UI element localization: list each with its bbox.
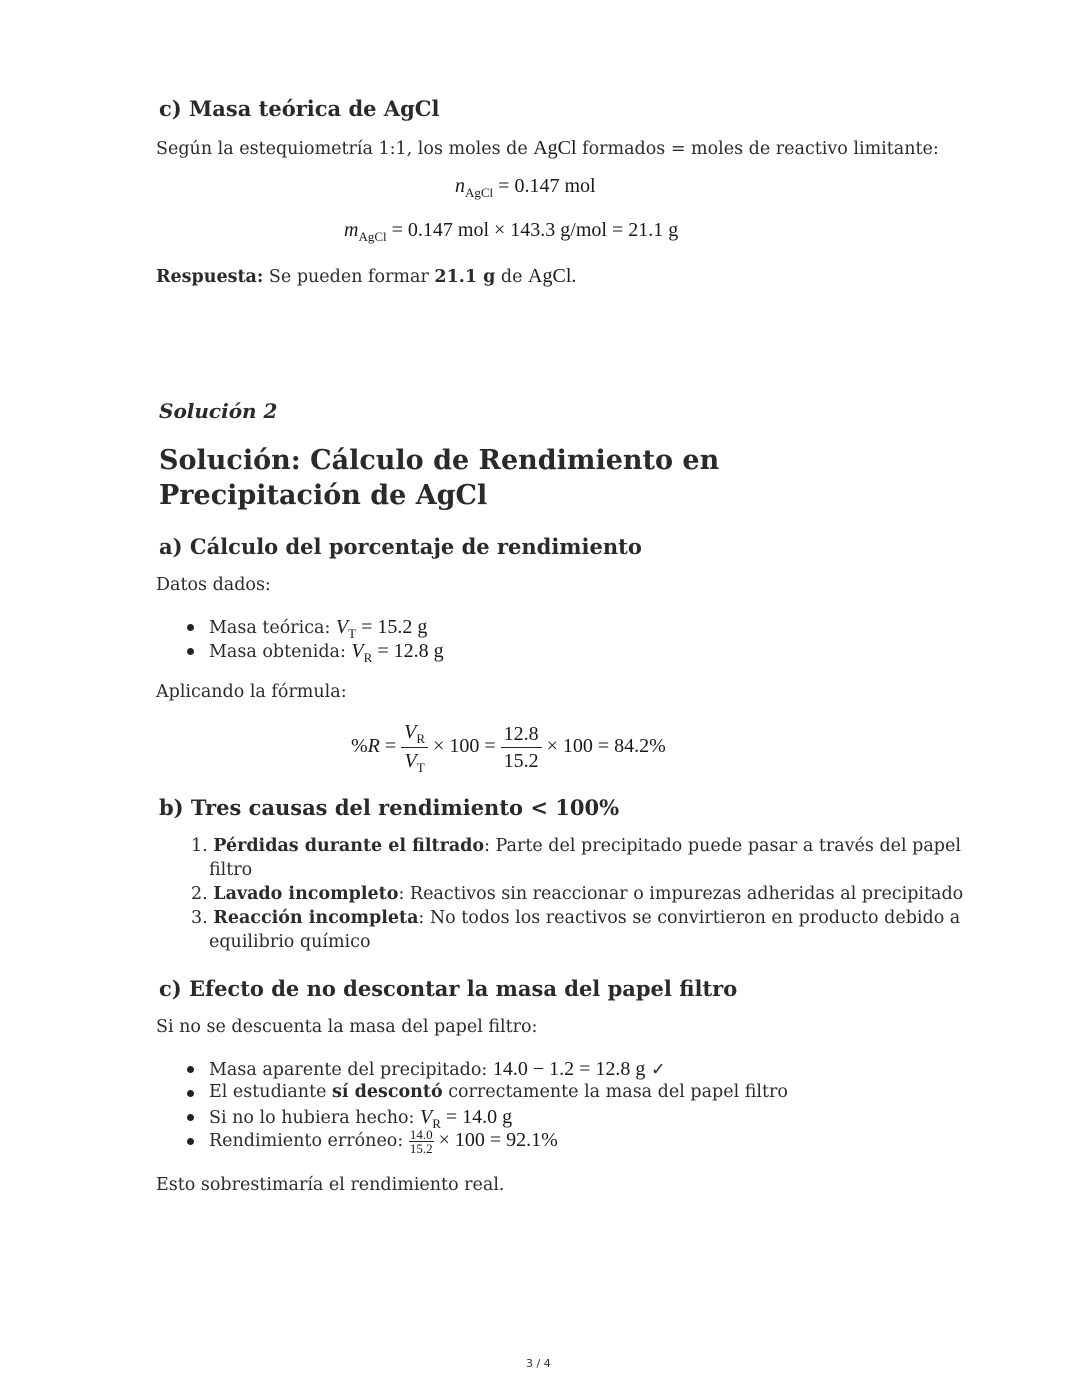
part-b-heading: b) Tres causas del rendimiento < 100% bbox=[159, 795, 620, 820]
eq2-rhs: = 0.147 mol × 143.3 g/mol = 21.1 g bbox=[386, 219, 679, 241]
cause-description: : Parte del precipitado puede pasar a través del papel bbox=[484, 836, 961, 856]
equation-mass-agcl bbox=[344, 219, 678, 242]
eq2-variable: m bbox=[344, 219, 359, 241]
formula-equals: = bbox=[379, 735, 402, 758]
fraction-numeric-denominator: 15.2 bbox=[503, 750, 539, 772]
section-c-heading: c) Masa teórica de AgCl bbox=[159, 96, 440, 121]
hypothetical-label: Si no lo hubiera hecho: bbox=[209, 1108, 420, 1128]
bullet-icon bbox=[187, 1138, 194, 1145]
erroneous-yield-label: Rendimiento erróneo: bbox=[209, 1131, 409, 1152]
hypothetical-variable: V bbox=[419, 1106, 433, 1128]
formula-percent: % bbox=[351, 735, 368, 758]
given-item-value: = 12.8 g bbox=[372, 640, 444, 662]
section-c-intro bbox=[156, 137, 939, 160]
student-text-post: correctamente la masa del papel filtro bbox=[442, 1082, 788, 1102]
cause-description: : Reactivos sin reaccionar o impurezas adheridas al precipitado bbox=[398, 884, 964, 904]
hypothetical-subscript: R bbox=[432, 1116, 441, 1131]
cause-item-continuation: filtro bbox=[209, 860, 253, 880]
intro-text-post: formados = moles de reactivo limitante: bbox=[576, 139, 939, 159]
eq1-rhs: = 0.147 mol bbox=[493, 175, 596, 197]
given-theoretical-mass bbox=[209, 616, 427, 639]
yield-formula bbox=[351, 720, 666, 775]
part-c-conclusion: Esto sobrestimaría el rendimiento real. bbox=[156, 1175, 505, 1195]
student-text-bold: sí descontó bbox=[332, 1082, 443, 1102]
part-a-heading: a) Cálculo del porcentaje de rendimiento bbox=[159, 534, 642, 559]
erroneous-yield-result: × 100 = 92.1% bbox=[433, 1129, 558, 1152]
solution-2-title: Solución: Cálculo de Rendimiento en Precipitación de AgCl bbox=[159, 445, 720, 511]
bullet-icon bbox=[187, 648, 194, 655]
given-item-label: Masa teórica: bbox=[209, 618, 336, 638]
erroneous-yield-item bbox=[209, 1128, 558, 1155]
cause-item bbox=[191, 908, 960, 928]
cause-description: : No todos los reactivos se convirtieron en producto debido a bbox=[418, 908, 961, 928]
answer-text-mid: de bbox=[495, 267, 529, 287]
fraction-numerator-variable: V bbox=[404, 721, 417, 743]
given-item-subscript: R bbox=[363, 650, 373, 665]
solution-2-label: Solución 2 bbox=[159, 399, 278, 423]
bullet-icon bbox=[187, 1114, 194, 1121]
formula-lhs-variable: R bbox=[367, 735, 380, 758]
cause-title: Lavado incompleto bbox=[213, 884, 399, 904]
student-discounted-item bbox=[209, 1082, 788, 1102]
part-a-given-label: Datos dados: bbox=[156, 575, 271, 595]
apparent-mass-label: Masa aparente del precipitado: bbox=[209, 1060, 493, 1080]
small-fraction-numerator: 14.0 bbox=[409, 1127, 433, 1142]
formula-result: × 100 = 84.2% bbox=[541, 735, 666, 758]
fraction-numeric-numerator: 12.8 bbox=[501, 722, 542, 748]
fraction-denominator-subscript: T bbox=[416, 760, 425, 775]
given-obtained-mass bbox=[209, 640, 444, 663]
page-number: 3 / 4 bbox=[526, 1357, 551, 1370]
intro-text-pre: Según la estequiometría 1:1, los moles de bbox=[156, 139, 534, 159]
given-item-variable: V bbox=[351, 640, 364, 662]
apparent-mass-equation: 14.0 − 1.2 = 12.8 g bbox=[492, 1058, 646, 1080]
eq2-subscript: AgCl bbox=[358, 229, 387, 244]
intro-chem-formula: AgCl bbox=[533, 137, 577, 159]
cause-number: 3. bbox=[191, 908, 208, 928]
bullet-icon bbox=[187, 1066, 194, 1073]
bullet-icon bbox=[187, 624, 194, 631]
applying-formula-label: Aplicando la fórmula: bbox=[156, 682, 347, 702]
eq1-variable: n bbox=[455, 175, 465, 197]
student-text-pre: El estudiante bbox=[209, 1082, 333, 1102]
section-c-answer bbox=[156, 265, 576, 288]
part-c-intro: Si no se descuenta la masa del papel filtro: bbox=[156, 1017, 538, 1037]
apparent-mass-item bbox=[209, 1058, 666, 1081]
cause-number: 2. bbox=[191, 884, 208, 904]
answer-value: 21.1 g bbox=[434, 267, 496, 287]
small-fraction bbox=[409, 1128, 434, 1155]
answer-chem-formula: AgCl. bbox=[528, 265, 577, 287]
cause-item bbox=[191, 836, 961, 856]
equation-moles-agcl bbox=[455, 175, 596, 198]
cause-item-continuation: equilibrio químico bbox=[209, 932, 371, 952]
bullet-icon bbox=[187, 1090, 194, 1097]
small-fraction-denominator: 15.2 bbox=[409, 1141, 433, 1156]
cause-title: Reacción incompleta bbox=[213, 908, 419, 928]
given-item-value: = 15.2 g bbox=[356, 616, 428, 638]
cause-item bbox=[191, 884, 963, 904]
answer-label: Respuesta: bbox=[156, 267, 264, 287]
part-c-heading: c) Efecto de no descontar la masa del papel filtro bbox=[159, 976, 738, 1001]
given-item-subscript: T bbox=[348, 626, 357, 641]
eq1-subscript: AgCl bbox=[465, 185, 494, 200]
hypothetical-value: = 14.0 g bbox=[440, 1106, 513, 1128]
cause-number: 1. bbox=[191, 836, 208, 856]
check-icon: ✓ bbox=[645, 1060, 666, 1080]
fraction-numerator-subscript: R bbox=[416, 731, 426, 746]
fraction-denominator-variable: V bbox=[404, 750, 417, 772]
cause-title: Pérdidas durante el filtrado bbox=[213, 836, 485, 856]
hypothetical-mass-item bbox=[209, 1106, 512, 1129]
given-item-label: Masa obtenida: bbox=[209, 642, 352, 662]
fraction-symbolic bbox=[401, 720, 428, 775]
given-item-variable: V bbox=[335, 616, 349, 638]
answer-text-pre: Se pueden formar bbox=[263, 267, 435, 287]
formula-times-100: × 100 = bbox=[428, 735, 501, 758]
fraction-numeric bbox=[501, 722, 542, 773]
